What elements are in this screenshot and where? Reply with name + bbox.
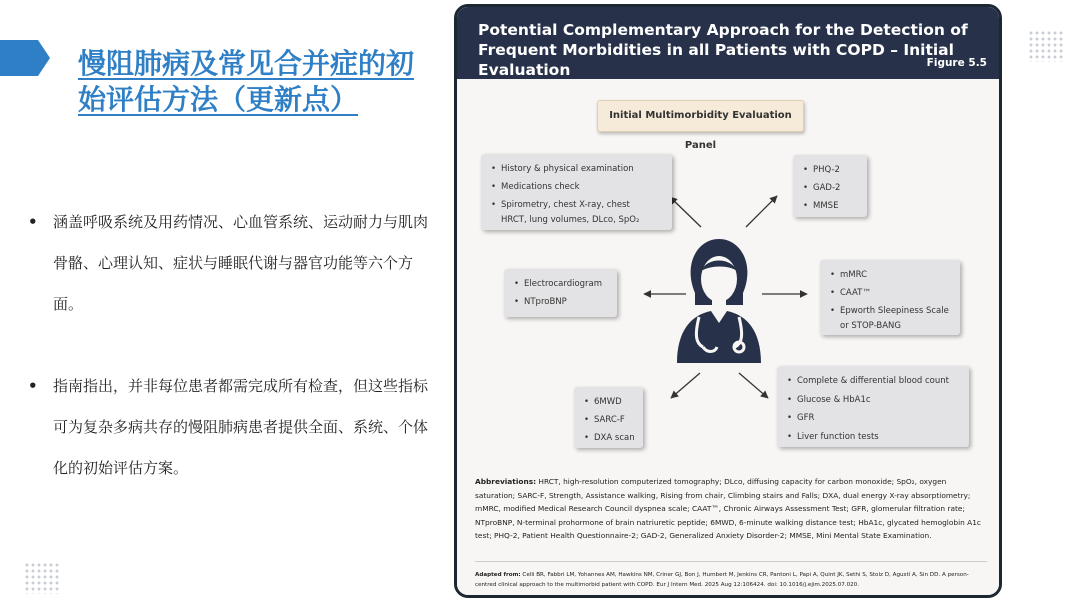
- card-item: • Liver function tests: [785, 428, 961, 447]
- figure-title: Potential Complementary Approach for the Detection of Frequent Morbidities in all Patients with COPD – Initial Evaluation: [478, 21, 968, 79]
- card-item-continuation: or STOP-BANG: [840, 321, 901, 331]
- card-item: [489, 196, 664, 226]
- card-labs: [777, 366, 969, 447]
- card-item: • 6MWD: [582, 393, 635, 411]
- abbreviations-text: HRCT, high-resolution computerized tomography; DLco, diffusing capacity for carbon monoxide; SpO₂, oxygen saturation; SARC-F, Strength, Assistance walking, Rising from chair, Climbing stairs and Falls; DXA, dual energy X-ray absorptiometry; mMRC, modified Medical Research Council dyspnea scale; CAAT™, Chronic Airways Assessment Test; GFR, glomerular filtration rate; NTproBNP, N-terminal prohormone of brain natriuretic peptide; 6MWD, 6-minute walking distance test; HbA1c, glycated hemoglobin A1c test; PHQ-2, Patient Health Questionnaire-2; GAD-2, Generalized Anxiety Disorder-2; MMSE, Mini Mental State Examination.: [475, 477, 981, 540]
- arrow-icon: [671, 373, 700, 398]
- bullet-text: 涵盖呼吸系统及用药情况、心血管系统、运动耐力与肌肉骨骼、心理认知、症状与睡眠代谢与器官功能等六个方面。: [53, 213, 429, 313]
- bullet-dot: •: [28, 377, 38, 395]
- card-item: • SARC-F: [582, 411, 635, 429]
- figure-panel: [454, 4, 1002, 598]
- card-item: • Complete & differential blood count: [785, 372, 961, 391]
- accent-arrow-shape: [0, 40, 50, 76]
- card-item: • GAD-2: [801, 179, 859, 197]
- abbreviations-footnote: [475, 475, 987, 543]
- card-item: • Electrocardiogram: [512, 275, 609, 293]
- card-item: • CAAT™: [828, 284, 952, 302]
- figure-number: Figure 5.5: [926, 57, 987, 69]
- bullet-text: 指南指出，并非每位患者都需完成所有检查，但这些指标可为复杂多病共存的慢阻肺病患者提供全面、系统、个体化的初始评估方案。: [53, 377, 429, 477]
- card-item: [828, 302, 952, 332]
- card-item: • DXA scan: [582, 429, 635, 447]
- divider: [475, 561, 987, 562]
- dot-grid-decoration: [24, 562, 60, 594]
- card-item: • Glucose & HbA1c: [785, 391, 961, 410]
- adapted-text: Celli BR, Fabbri LM, Yohannes AM, Hawkins NM, Criner GJ, Bon J, Humbert M, Jenkins CR, Pantoni L, Papi A, Quint JK, Sethi S, Stolz D, Agustí A, Sin DD. A person-centred clinical approach to the multimorbid patient with COPD. Eur J Intern Med. 2025 Aug 12:106424. doi: 10.1016/j.ejim.2025.07.020.: [475, 572, 969, 588]
- card-item: • NTproBNP: [512, 293, 609, 311]
- dot-grid-decoration: [1028, 30, 1064, 62]
- arrow-icon: [739, 373, 768, 398]
- bullet-dot: •: [28, 213, 38, 231]
- adapted-label: Adapted from:: [475, 572, 521, 578]
- figure-header: [457, 7, 999, 79]
- card-cardiac: [504, 269, 617, 317]
- panel-label: Initial Multimorbidity Evaluation Panel: [597, 100, 804, 132]
- bullet-item: [28, 202, 428, 325]
- card-questionnaires: [793, 155, 867, 217]
- arrow-icon: [746, 196, 777, 227]
- card-item: • Medications check: [489, 178, 664, 196]
- arrow-icon: [670, 197, 701, 227]
- doctor-icon: [669, 235, 769, 365]
- abbreviations-label: Abbreviations:: [475, 477, 537, 486]
- bullet-item: [28, 366, 428, 489]
- slide-title: 慢阻肺病及常见合并症的初始评估方法（更新点）: [78, 47, 415, 116]
- card-item: • PHQ-2: [801, 161, 859, 179]
- card-symptoms-sleep: [820, 260, 960, 335]
- card-item-text: Epworth Sleepiness Scale: [840, 306, 949, 316]
- card-functional: [574, 387, 643, 448]
- card-item-text: Spirometry, chest X-ray, chest: [501, 200, 630, 210]
- card-item: • mMRC: [828, 266, 952, 284]
- card-item: • History & physical examination: [489, 160, 664, 178]
- card-item: • GFR: [785, 409, 961, 428]
- card-item: • MMSE: [801, 197, 859, 215]
- figure-body: [457, 79, 1002, 598]
- adapted-from-citation: [475, 570, 987, 590]
- card-item-continuation: HRCT, lung volumes, DLco, SpO₂: [501, 215, 640, 225]
- card-history-spirometry: [481, 154, 672, 230]
